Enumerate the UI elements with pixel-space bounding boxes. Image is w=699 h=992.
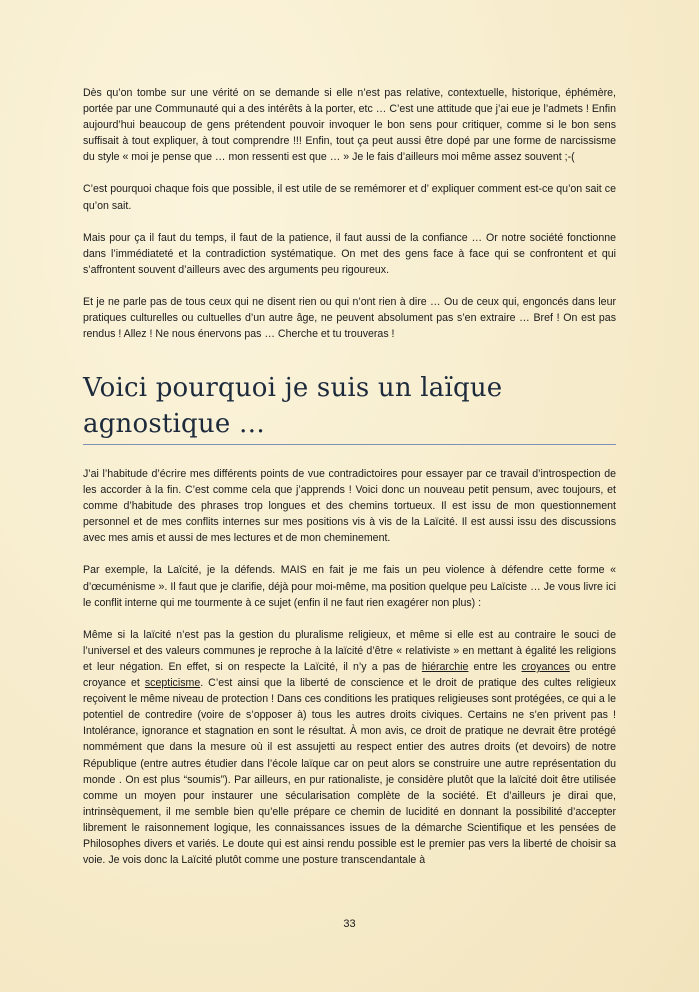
section-heading: Voici pourquoi je suis un laïque agnostique … xyxy=(83,373,503,439)
croyances-link[interactable]: croyances xyxy=(521,660,570,673)
body-paragraph-3 xyxy=(83,627,616,868)
intro-paragraph-2: C’est pourquoi chaque fois que possible, il est utile de se remémorer et d’ expliquer comment est-ce qu’on sait ce qu’on sait. xyxy=(83,183,616,212)
body-paragraph-3-part-a: Même si la laïcité n’est pas la gestion du pluralisme religieux, et même si elle est au contraire le souci de l’universel et des valeurs communes je reproche à la laïcité d’être « relativiste » en mettant à égalité les religions et leur négation. En effet, si on respecte la Laïcité, il n’y a pas de xyxy=(83,628,616,673)
body-section xyxy=(83,466,616,884)
body-paragraph-1: J’ai l’habitude d’écrire mes différents points de vue contradictoires pour essayer par ce travail d’introspection de les accorder à la fin. C’est comme cela que j’apprends ! Voici donc un nouveau petit pensum, avec toujours, et comme d’habitude des phrases trop longues et des chemins tortueux. Il est issu de mon questionnement personnel et de mes conflits internes sur mes positions vis à vis de la Laïcité. Il est aussi issu des discussions avec mes amis et aussi de mes lectures et de mon cheminement. xyxy=(83,468,616,545)
page-number: 33 xyxy=(343,918,356,930)
body-paragraph-2: Par exemple, la Laïcité, je la défends. MAIS en fait je me fais un peu violence à défendre cette forme « d’œcuménisme ». Il faut que je clarifie, déjà pour moi-même, ma position quelque peu Laïciste … Je vous livre ici le conflit interne qui me tourmente à ce sujet (enfin il ne faut rien exagérer non plus) : xyxy=(83,564,616,609)
intro-paragraph-3: Mais pour ça il faut du temps, il faut de la patience, il faut aussi de la confiance … Or notre société fonctionne dans l’immédiateté et la contradiction systématique. On met des gens face à face qui se confrontent et qui s’affrontent souvent d’ailleurs avec des arguments peu rigoureux. xyxy=(83,231,616,276)
intro-paragraph-4: Et je ne parle pas de tous ceux qui ne disent rien ou qui n’ont rien à dire … Ou de ceux qui, engoncés dans leur pratiques culturelles ou cultuelles d’un autre âge, ne peuvent absolument pas s’en extraire … Bref ! On est pas rendus ! Allez ! Ne nous énervons pas … Cherche et tu trouveras ! xyxy=(83,295,616,341)
scepticisme-link[interactable]: scepticisme xyxy=(144,677,201,690)
intro-paragraph-1: Dès qu’on tombe sur une vérité on se demande si elle n’est pas relative, contextuelle, historique, éphémère, portée par une Communauté qui a des intérêts à la porter, etc … C’est une attitude que j’ai eue je l’admets ! Enfin aujourd’hui beaucoup de gens prétendent pouvoir invoquer le bon sens pour critiquer, comme si le bon sens suffisait à tout expliquer, à tout comprendre !!! Enfin, tout ça peut aussi être dopé par une forme de narcissisme du style « moi je pense que … mon ressenti est que … » Je le fais d’ailleurs moi même assez souvent ;-( xyxy=(83,87,616,164)
body-paragraph-3-part-d: . C’est ainsi que la liberté de conscience et le droit de pratique des cultes religieux reçoivent le même niveau de protection ! Dans ces conditions les pratiques religieuses sont protégées, ce qui a le potentiel de contredire (voire de s’opposer à) tous les autres droits civiques. Certains ne s’en privent pas ! Intolérance, ignorance et stagnation en sont le résultat. À mon avis, ce droit de pratique ne devrait être protégé nommément que dans la mesure où il est assujetti au respect entier des autres droits (et devoirs) de notre République (entre autres étudier dans l’école laïque car on peut alors se construire une autre représentation du monde . On est plus “soumis”). Par ailleurs, en pur rationaliste, je considère plutôt que la laïcité doit être utilisée comme un moyen pour instaurer une sécularisation complète de la société. Et d’ailleurs je dirai que, intrinsèquement, il me semble bien qu’elle prépare ce chemin de lucidité en donnant la possibilité d’accepter librement le raisonnement logique, les connaissances issues de la démarche Scientifique et les pensées de Philosophes divers et variés. Le doute qui est ainsi rendu possible est le premier pas vers la liberté de choisir sa voie. Je vois donc la Laïcité plutôt comme une posture transcendantale à xyxy=(83,677,616,867)
body-paragraph-3-part-c: ou entre croyance et xyxy=(83,660,616,690)
intro-section xyxy=(83,85,616,358)
body-paragraph-3-part-b: entre les xyxy=(468,660,522,673)
section-heading-container xyxy=(83,370,616,445)
hierarchie-link[interactable]: hiérarchie xyxy=(421,660,469,673)
